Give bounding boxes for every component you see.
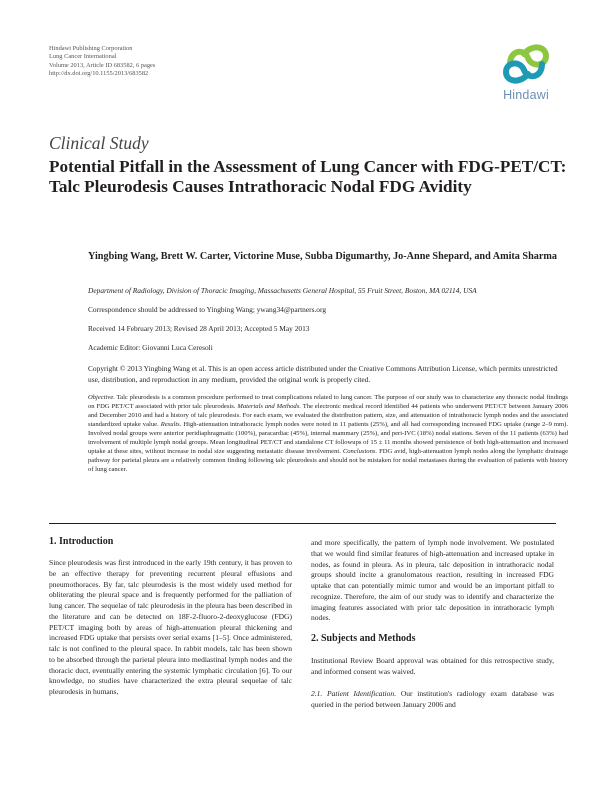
abstract-results: High-attenuation intrathoracic lymph nodes were noted in 11 patients (25%), and all had corresponding increased FDG uptake (range 2–9 mm). Involved nodal groups were anterior peridiaphragmatic (100%), paracardiac (45%), internal mammary (25%), and peri-IVC (18%) nodal stations. Seven of the 11 patients (63%) had involvement of multiple lymph nodal groups. Mean longitudinal PET/CT and standalone CT followups of 15 ± 11 months showed persistence of both high-attenuation and increased uptake at these sites, without increase in nodal size suggesting metastatic disease involvement. xyxy=(88,421,569,456)
article-title: Potential Pitfall in the Assessment of Lung Cancer with FDG-PET/CT: Talc Pleurodesis Causes Intrathoracic Nodal FDG Avidity xyxy=(49,157,567,196)
journal-name: Lung Cancer International xyxy=(49,53,117,61)
section-heading-methods: 2. Subjects and Methods xyxy=(311,633,416,644)
publisher: Hindawi Publishing Corporation xyxy=(49,45,133,52)
abstract-conclusions-label: Conclusions. xyxy=(342,448,378,456)
correspondence: Correspondence should be addressed to Yingbing Wang; ywang34@partners.org xyxy=(88,305,327,314)
abstract-objective-label: Objective. xyxy=(88,394,115,401)
copyright: Copyright © 2013 Yingbing Wang et al. This is an open access article distributed under the Creative Commons Attribution License, which permits unrestricted use, distribution, and reproduction in any medium, provided the original work is properly cited. xyxy=(88,364,558,384)
authors: Yingbing Wang, Brett W. Carter, Victorine Muse, Subba Digumarthy, Jo-Anne Shepard, and Amita Sharma xyxy=(88,251,557,262)
introduction-text: Since pleurodesis was first introduced in the early 19th century, it has proven to be an effective therapy for preventing recurrent pleural effusions and pneumothoraces. By far, talc pleurodesis is the most widely used method for obliterating the pleural space and is frequently performed for the palliation of lung cancer. The sequelae of talc pleurodesis in the pleura has been described in the literature and can be detected on 18F-2-fluoro-2-deoxyglucose (FDG) PET/CT imaging both by areas of high-attenuation pleural thickening and increased FDG uptake that persists over serial exams [1–5]. Once administered, talc is not confined to the pleural space. In rabbit models, talc has been shown to be absorbed through the parietal pleura into mediastinal lymph nodes and the thoracic duct, eventually entering the systemic lymphatic circulation [6]. To our knowledge, no studies have characterized the extra pleural sequelae of talc pleurodesis in humans, xyxy=(49,558,292,696)
methods-text: Institutional Review Board approval was obtained for this retrospective study, and informed consent was waived. xyxy=(311,656,554,676)
subsection-text: Our institution's radiology exam database was queried in the period between January 2006 and xyxy=(311,689,554,709)
abstract-objective: Talc pleurodesis is a common procedure performed to treat complications related to lung cancer. The purpose of our study was to characterize any thoracic nodal findings on FDG PET/CT associated with prior talc pleurodesis. xyxy=(88,394,568,411)
article-dates: Received 14 February 2013; Revised 28 April 2013; Accepted 5 May 2013 xyxy=(88,324,310,333)
abstract xyxy=(88,393,568,474)
introduction-text-continued: and more specifically, the pattern of lymph node involvement. We postulated that we would find similar features of high-attenuation and increased uptake in nodes, as found in pleura. As in pleura, talc deposition in intrathoracic nodal groups should incite a granulomatous reaction, resulting in increased FDG uptake that can potentially mimic tumor and would be an important pitfall to recognize. Therefore, the aim of our study was to identify and characterize the imaging features associated with prior talc deposition in intrathoracic lymph nodes. xyxy=(311,538,554,623)
hindawi-logo-icon xyxy=(494,40,558,88)
affiliation: Department of Radiology, Division of Thoracic Imaging, Massachusetts General Hospital, 55 Fruit Street, Boston, MA 02114, USA xyxy=(88,286,477,295)
logo-word: Hindawi xyxy=(503,88,549,102)
journal-header xyxy=(49,45,155,79)
doi-link[interactable]: http://dx.doi.org/10.1155/2013/683582 xyxy=(49,70,149,78)
academic-editor: Academic Editor: Giovanni Luca Ceresoli xyxy=(88,343,213,352)
section-heading-introduction: 1. Introduction xyxy=(49,536,114,547)
abstract-conclusions: FDG avid, high-attenuation lymph nodes along the lymphatic drainage pathway for parietal pleura are a relatively common finding following talc pleurodesis and should not be mistaken for nodal metastases during the evaluation of patients with history of lung cancer. xyxy=(88,448,569,474)
hindawi-logo xyxy=(494,40,558,104)
patient-identification xyxy=(311,689,554,711)
abstract-methods: The electronic medical record identified 44 patients who underwent PET/CT between January 2006 and December 2010 and had a history of talc pleurodesis. For each exam, we evaluated the distribution pattern, size, and attenuation of intrathoracic lymph nodes and the associated standardized uptake value. xyxy=(88,403,569,429)
subsection-label: 2.1. Patient Identification. xyxy=(311,689,397,698)
volume-info: Volume 2013, Article ID 683582, 6 pages xyxy=(49,61,156,69)
abstract-results-label: Results. xyxy=(160,421,182,429)
section-divider xyxy=(49,523,556,524)
article-type: Clinical Study xyxy=(49,133,149,153)
abstract-methods-label: Materials and Methods. xyxy=(237,403,301,411)
